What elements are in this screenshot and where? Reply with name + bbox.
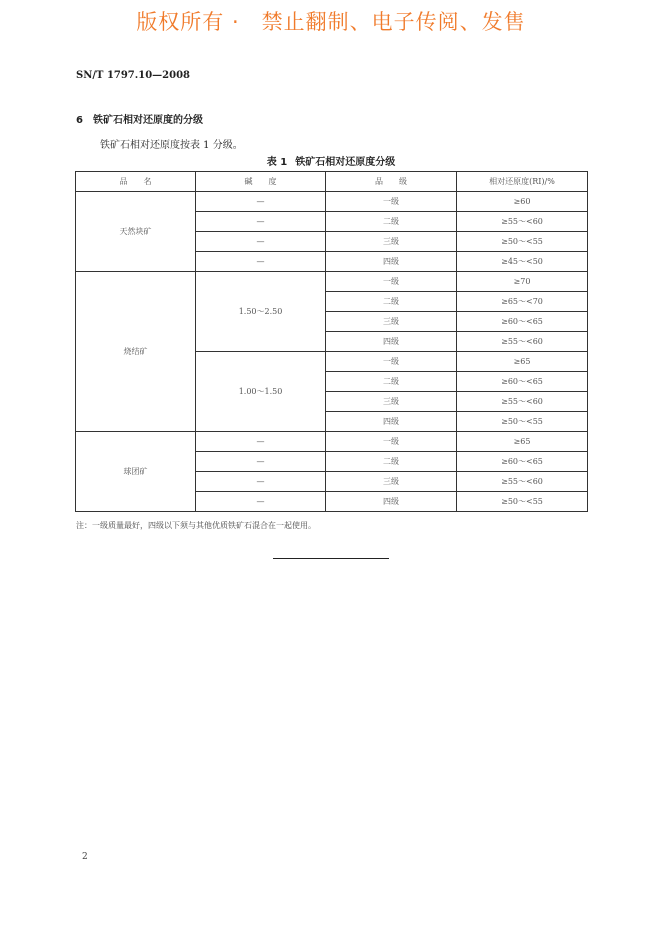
basicity-cell: — bbox=[196, 212, 326, 232]
header-relative-reducibility: 相对还原度(RI)/% bbox=[457, 172, 588, 192]
basicity-cell: — bbox=[196, 192, 326, 212]
grade-cell: 一级 bbox=[326, 352, 457, 372]
basicity-cell: — bbox=[196, 232, 326, 252]
copyright-watermark: 版权所有 · 禁止翻制、电子传阅、发售 bbox=[136, 10, 526, 34]
grade-cell: 四级 bbox=[326, 412, 457, 432]
ri-value-cell: ≥60～<65 bbox=[457, 452, 588, 472]
basicity-cell: — bbox=[196, 472, 326, 492]
grade-cell: 二级 bbox=[326, 452, 457, 472]
table-caption-number: 表 1 bbox=[266, 157, 288, 168]
table-note: 注：一级质量最好，四级以下须与其他优质铁矿石混合在一起使用。 bbox=[76, 521, 316, 530]
table-caption bbox=[0, 153, 662, 168]
basicity-cell: 1.00～1.50 bbox=[196, 352, 326, 432]
grade-cell: 一级 bbox=[326, 432, 457, 452]
ri-value-cell: ≥50～<55 bbox=[457, 492, 588, 512]
ri-value-cell: ≥50～<55 bbox=[457, 232, 588, 252]
header-grade: 品 级 bbox=[326, 172, 457, 192]
grade-cell: 二级 bbox=[326, 372, 457, 392]
basicity-cell: — bbox=[196, 492, 326, 512]
ri-value-cell: ≥65 bbox=[457, 432, 588, 452]
header-product-name: 品 名 bbox=[76, 172, 196, 192]
grade-cell: 四级 bbox=[326, 252, 457, 272]
grade-cell: 三级 bbox=[326, 312, 457, 332]
grade-cell: 四级 bbox=[326, 332, 457, 352]
ri-value-cell: ≥50～<55 bbox=[457, 412, 588, 432]
reduction-grade-table bbox=[75, 171, 588, 512]
section-number: 6 bbox=[76, 115, 83, 126]
ri-value-cell: ≥65 bbox=[457, 352, 588, 372]
ri-value-cell: ≥70 bbox=[457, 272, 588, 292]
document-number: SN/T 1797.10—2008 bbox=[76, 70, 190, 81]
grade-cell: 二级 bbox=[326, 292, 457, 312]
grade-cell: 四级 bbox=[326, 492, 457, 512]
ri-value-cell: ≥55～<60 bbox=[457, 392, 588, 412]
basicity-cell: — bbox=[196, 452, 326, 472]
product-name-cell: 烧结矿 bbox=[76, 272, 196, 432]
ri-value-cell: ≥60 bbox=[457, 192, 588, 212]
ri-value-cell: ≥60～<65 bbox=[457, 372, 588, 392]
grade-cell: 三级 bbox=[326, 232, 457, 252]
ri-value-cell: ≥55～<60 bbox=[457, 332, 588, 352]
grade-cell: 一级 bbox=[326, 192, 457, 212]
ri-value-cell: ≥55～<60 bbox=[457, 212, 588, 232]
grade-cell: 一级 bbox=[326, 272, 457, 292]
table-header-row bbox=[76, 172, 588, 192]
end-of-document-rule bbox=[273, 558, 389, 559]
ri-value-cell: ≥45～<50 bbox=[457, 252, 588, 272]
product-name-cell: 球团矿 bbox=[76, 432, 196, 512]
table-row bbox=[76, 432, 588, 452]
grade-cell: 三级 bbox=[326, 392, 457, 412]
ri-value-cell: ≥60～<65 bbox=[457, 312, 588, 332]
section-heading bbox=[76, 111, 203, 126]
table-row bbox=[76, 272, 588, 292]
ri-value-cell: ≥65～<70 bbox=[457, 292, 588, 312]
product-name-cell: 天然块矿 bbox=[76, 192, 196, 272]
header-basicity: 碱 度 bbox=[196, 172, 326, 192]
body-paragraph: 铁矿石相对还原度按表 1 分级。 bbox=[100, 140, 243, 151]
grade-cell: 二级 bbox=[326, 212, 457, 232]
ri-value-cell: ≥55～<60 bbox=[457, 472, 588, 492]
grade-cell: 三级 bbox=[326, 472, 457, 492]
page-number: 2 bbox=[82, 852, 88, 862]
section-title: 铁矿石相对还原度的分级 bbox=[92, 115, 203, 126]
table-caption-title: 铁矿石相对还原度分级 bbox=[295, 157, 396, 168]
basicity-cell: 1.50～2.50 bbox=[196, 272, 326, 352]
table-row bbox=[76, 192, 588, 212]
basicity-cell: — bbox=[196, 432, 326, 452]
basicity-cell: — bbox=[196, 252, 326, 272]
